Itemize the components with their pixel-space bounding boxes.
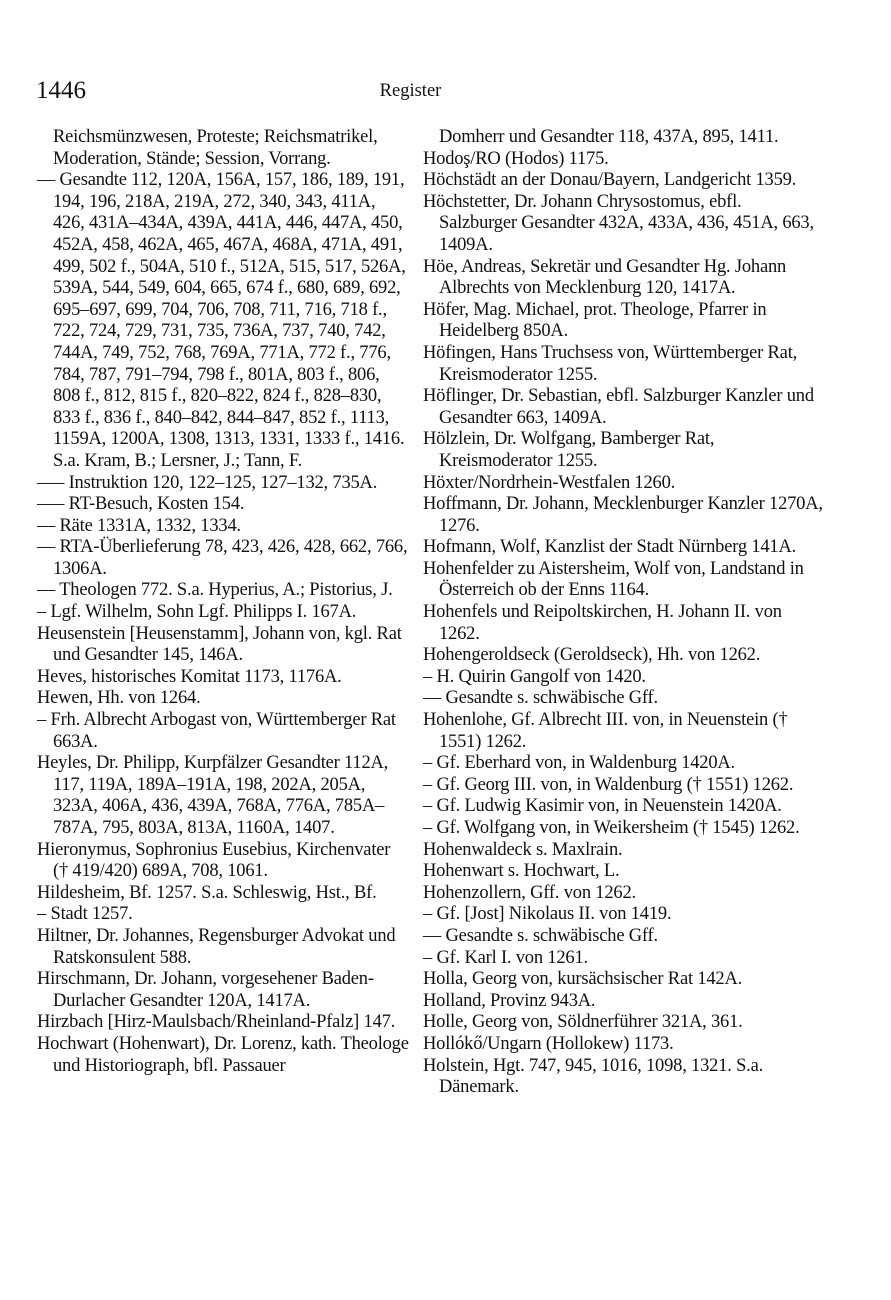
index-entry: – H. Quirin Gangolf von 1420. [423,666,646,687]
index-entry: Hohenlohe, Gf. Albrecht III. von, in Neuenstein († 1551) 1262. [423,710,788,752]
page-number: 1446 [36,77,86,104]
index-entry: – Lgf. Wilhelm, Sohn Lgf. Philipps I. 167A. [37,602,357,623]
index-entry: –– RTA-Überlieferung 78, 423, 426, 428, 662, 766, 1306A. [37,537,408,579]
index-entry: Hiltner, Dr. Johannes, Regensburger Advokat und Ratskonsulent 588. [37,925,396,968]
index-entry: Holstein, Hgt. 747, 945, 1016, 1098, 1321. S.a. Dänemark. [423,1055,764,1098]
index-entry: Holla, Georg von, kursächsischer Rat 142A. [423,969,743,990]
index-entry: Höchstetter, Dr. Johann Chrysostomus, ebfl. Salzburger Gesandter 432A, 433A, 436, 451A, 663, 1409A. [423,191,814,255]
index-entry: – Gf. Eberhard von, in Waldenburg 1420A. [423,753,735,774]
index-entry: Hoffmann, Dr. Johann, Mecklenburger Kanzler 1270A, 1276. [423,494,823,536]
index-entry: – Gf. [Jost] Nikolaus II. von 1419. [423,904,672,925]
index-entry: Höxter/Nordrhein-Westfalen 1260. [423,472,676,493]
index-entry: – Gf. Wolfgang von, in Weikersheim († 1545) 1262. [423,818,800,838]
running-head: Register [379,81,442,101]
index-entry: Hodoş/RO (Hodos) 1175. [423,148,609,169]
index-entry: –– Gesandte 112, 120A, 156A, 157, 186, 189, 191, 194, 196, 218A, 219A, 272, 340, 343, 411A, 426, 431A–434A, 439A, 441A, 446, 447A, 450, 452A, 458, 462A, 465, 467A, 468A, 471A, 491, 499, 502 f., 504A, 510 f., 512A, 515, 517, 526A, 539A, 544, 549, 604, 665, 674 f., 680, 689, 692, 695–697, 699, 704, 706, 708, 711, 716, 718 f., 722, 724, 729, 731, 735, 736A, 737, 740, 742, 744A, 749, 752, 768, 769A, 771A, 772 f., 776, 784, 787, 791–794, 798 f., 801A, 803 f., 806, 808 f., 812, 815 f., 820–822, 824 f., 828–830, 833 f., 836 f., 840–842, 844–847, 852 f., 1113, 1159A, 1200A, 1308, 1313, 1331, 1333 f., 1416. S.a. Kram, B.; Lersner, J.; Tann, F. [37,170,406,471]
index-entry: Reichsmünzwesen, Proteste; Reichsmatrikel, Moderation, Stände; Session, Vorrang. [53,127,378,169]
index-entry: – Gf. Georg III. von, in Waldenburg († 1551) 1262. [423,774,794,795]
index-entry: Hochwart (Hohenwart), Dr. Lorenz, kath. Theologe und Historiograph, bfl. Passauer [37,1033,409,1076]
index-entry: Heyles, Dr. Philipp, Kurpfälzer Gesandter 112A, 117, 119A, 189A–191A, 198, 202A, 205A, 323A, 406A, 436, 439A, 768A, 776A, 785A–787A, 795, 803A, 813A, 1160A, 1407. [37,753,389,838]
index-entry: Höe, Andreas, Sekretär und Gesandter Hg. Johann Albrechts von Mecklenburg 120, 1417A. [423,256,787,299]
index-entry: Hölzlein, Dr. Wolfgang, Bamberger Rat, Kreismoderator 1255. [423,429,715,471]
register-column-right [423,127,823,1099]
index-entry: Hohenfels und Reipoltskirchen, H. Johann II. von 1262. [423,602,782,644]
index-entry: Hewen, Hh. von 1264. [37,688,201,709]
index-entry: Höflinger, Dr. Sebastian, ebfl. Salzburger Kanzler und Gesandter 663, 1409A. [423,386,814,428]
index-entry: Domherr und Gesandter 118, 437A, 895, 1411. [439,127,779,147]
index-entry: Hirschmann, Dr. Johann, vorgesehener Baden-Durlacher Gesandter 120A, 1417A. [37,969,374,1011]
index-entry: Hohenwart s. Hochwart, L. [423,861,620,882]
index-entry: Höfingen, Hans Truchsess von, Württemberger Rat, Kreismoderator 1255. [423,342,798,385]
index-entry: – Gf. Karl I. von 1261. [423,947,588,968]
index-entry: Hohengeroldseck (Geroldseck), Hh. von 1262. [423,645,761,666]
index-entry: Hohenzollern, Gff. von 1262. [423,882,636,903]
index-entry: –– Gesandte s. schwäbische Gff. [423,688,658,709]
index-entry: Hieronymus, Sophronius Eusebius, Kirchenvater († 419/420) 689A, 708, 1061. [37,839,391,882]
index-entry: Hildesheim, Bf. 1257. S.a. Schleswig, Hst., Bf. [37,882,377,903]
index-entry: Heusenstein [Heusenstamm], Johann von, kgl. Rat und Gesandter 145, 146A. [37,623,402,666]
index-entry: –– Theologen 772. S.a. Hyperius, A.; Pistorius, J. [37,580,393,601]
index-entry: – Stadt 1257. [37,904,133,925]
index-entry: – Gf. Ludwig Kasimir von, in Neuenstein 1420A. [423,796,782,817]
index-entry: – Frh. Albrecht Arbogast von, Württemberger Rat 663A. [37,710,396,752]
index-entry: Holland, Provinz 943A. [423,990,596,1011]
index-entry: Höchstädt an der Donau/Bayern, Landgericht 1359. [423,170,797,191]
index-entry: ––– Instruktion 120, 122–125, 127–132, 735A. [37,472,378,493]
index-entry: Hollókő/Ungarn (Hollokew) 1173. [423,1033,674,1054]
index-entry: –– Räte 1331A, 1332, 1334. [37,515,241,536]
index-entry: Hirzbach [Hirz-Maulsbach/Rheinland-Pfalz] 147. [37,1012,396,1033]
index-entry: ––– RT-Besuch, Kosten 154. [37,494,245,515]
index-entry: Heves, historisches Komitat 1173, 1176A. [37,666,342,687]
index-entry: Höfer, Mag. Michael, prot. Theologe, Pfarrer in Heidelberg 850A. [423,299,767,342]
index-entry: Hohenfelder zu Aistersheim, Wolf von, Landstand in Österreich ob der Enns 1164. [423,558,804,601]
index-entry: –– Gesandte s. schwäbische Gff. [423,925,658,946]
register-column-left [37,127,409,1077]
index-entry: Hohenwaldeck s. Maxlrain. [423,839,623,860]
index-entry: Hofmann, Wolf, Kanzlist der Stadt Nürnberg 141A. [423,537,797,558]
index-entry: Holle, Georg von, Söldnerführer 321A, 361. [423,1012,743,1033]
